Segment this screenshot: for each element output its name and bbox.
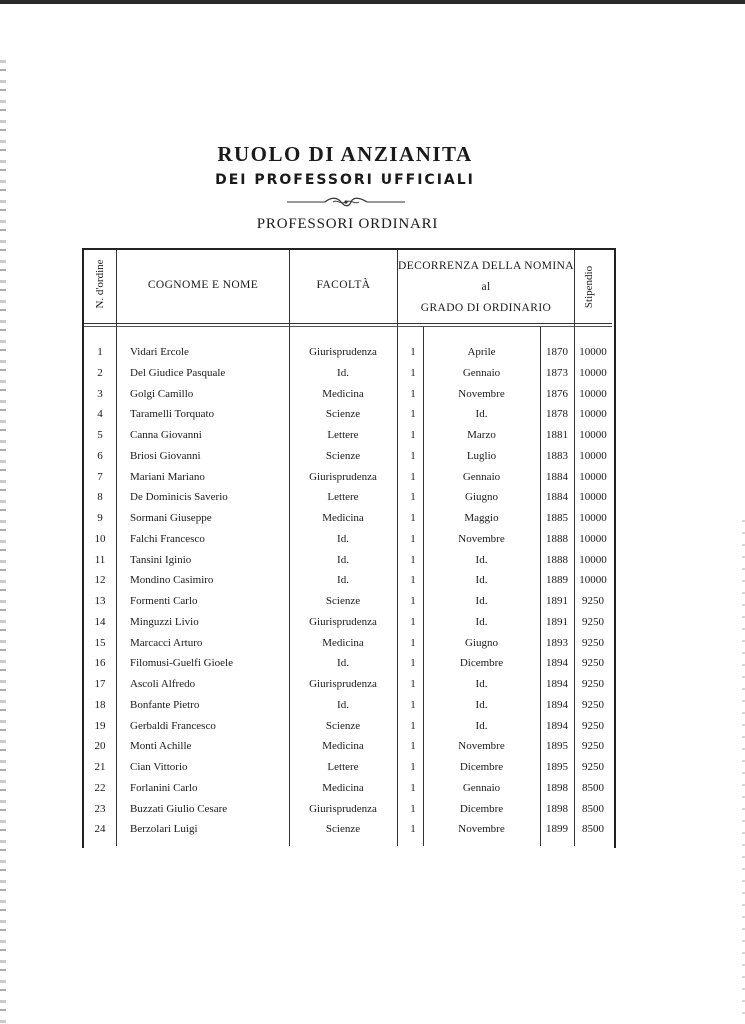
row-year: 1881	[546, 429, 568, 441]
row-day: 1	[410, 366, 416, 379]
row-faculty: Lettere	[327, 491, 359, 504]
table-row	[84, 761, 612, 782]
table-row	[84, 657, 612, 678]
row-day: 1	[410, 740, 416, 753]
row-number: 9	[97, 512, 103, 524]
row-number: 13	[94, 595, 106, 607]
row-number: 20	[94, 740, 106, 753]
row-month: Dicembre	[459, 761, 504, 773]
row-number: 6	[97, 449, 103, 462]
row-name: Forlanini Carlo	[130, 781, 198, 794]
row-year: 1888	[546, 553, 568, 566]
table-row	[84, 471, 612, 492]
row-month: Novembre	[458, 823, 505, 836]
table-row	[84, 616, 612, 637]
row-number: 17	[94, 678, 106, 690]
row-name: Bonfante Pietro	[130, 698, 200, 711]
row-year: 1894	[546, 678, 568, 690]
row-name: Buzzati Giulio Cesare	[130, 802, 228, 815]
row-faculty: Lettere	[327, 429, 359, 441]
row-day: 1	[410, 553, 416, 566]
row-name: Canna Giovanni	[130, 429, 202, 441]
row-faculty: Scienze	[325, 823, 361, 836]
row-salary: 10000	[579, 553, 607, 566]
row-name: Mondino Casimiro	[130, 574, 214, 587]
row-month: Gennaio	[462, 470, 501, 483]
row-name: Falchi Francesco	[130, 532, 205, 545]
header-rule	[84, 323, 612, 324]
row-year: 1894	[546, 719, 568, 732]
row-faculty: Medicina	[322, 387, 364, 400]
table-row	[84, 678, 612, 699]
row-day: 1	[410, 657, 416, 670]
header-name: COGNOME E NOME	[147, 279, 259, 291]
row-day: 1	[410, 678, 416, 690]
row-year: 1878	[546, 408, 568, 421]
row-day: 1	[410, 823, 416, 836]
table-row	[84, 533, 612, 554]
table-row	[84, 595, 612, 616]
row-year: 1895	[546, 740, 568, 753]
row-year: 1895	[546, 761, 568, 773]
row-month: Id.	[475, 719, 488, 732]
row-number: 18	[94, 698, 106, 711]
table-row	[84, 554, 612, 575]
row-month: Id.	[475, 698, 488, 711]
row-salary: 9250	[582, 719, 604, 732]
header-rule	[84, 326, 612, 327]
row-number: 10	[94, 532, 106, 545]
row-faculty: Giurisprudenza	[309, 802, 377, 815]
row-year: 1883	[546, 449, 568, 462]
row-number: 8	[97, 491, 103, 504]
header-appointment-grade: GRADO DI ORDINARIO	[420, 302, 552, 314]
scan-edge-left	[0, 60, 6, 1024]
row-salary: 8500	[582, 781, 604, 794]
row-year: 1888	[546, 532, 568, 545]
row-faculty: Id.	[337, 532, 349, 545]
row-faculty: Giurisprudenza	[309, 346, 377, 358]
row-faculty: Id.	[337, 574, 349, 587]
row-month: Id.	[475, 595, 488, 607]
row-month: Novembre	[458, 387, 505, 400]
row-number: 3	[97, 387, 103, 400]
row-salary: 10000	[579, 470, 607, 483]
row-name: Formenti Carlo	[130, 595, 198, 607]
table-row	[84, 740, 612, 761]
row-year: 1898	[546, 781, 568, 794]
section-title: PROFESSORI ORDINARI	[256, 216, 439, 232]
row-month: Giugno	[465, 636, 498, 649]
row-salary: 9250	[582, 657, 604, 670]
row-name: De Dominicis Saverio	[130, 491, 228, 504]
row-day: 1	[410, 491, 416, 504]
row-month: Id.	[475, 678, 488, 690]
row-year: 1899	[546, 823, 568, 836]
row-faculty: Medicina	[322, 512, 364, 524]
table-row	[84, 450, 612, 471]
table-row	[84, 803, 612, 824]
row-name: Mariani Mariano	[130, 470, 205, 483]
row-number: 5	[97, 429, 103, 441]
row-name: Ascoli Alfredo	[130, 678, 196, 690]
row-day: 1	[410, 761, 416, 773]
row-faculty: Medicina	[322, 781, 364, 794]
row-month: Dicembre	[459, 657, 504, 670]
row-name: Marcacci Arturo	[130, 636, 203, 649]
table-row	[84, 408, 612, 429]
row-day: 1	[410, 470, 416, 483]
row-salary: 9250	[582, 636, 604, 649]
row-year: 1889	[546, 574, 568, 587]
row-name: Taramelli Torquato	[130, 408, 215, 421]
row-salary: 10000	[579, 491, 607, 504]
row-number: 24	[94, 823, 106, 836]
row-name: Gerbaldi Francesco	[130, 719, 216, 732]
row-month: Novembre	[458, 740, 505, 753]
row-number: 11	[94, 553, 106, 566]
row-year: 1870	[546, 346, 568, 358]
table-row	[84, 823, 612, 844]
row-name: Tansini Iginio	[130, 553, 192, 566]
row-year: 1884	[546, 491, 568, 504]
row-salary: 10000	[579, 408, 607, 421]
table-row	[84, 491, 612, 512]
row-salary: 10000	[579, 366, 607, 379]
row-month: Novembre	[458, 532, 505, 545]
row-faculty: Scienze	[325, 595, 361, 607]
row-faculty: Giurisprudenza	[309, 470, 377, 483]
page-subtitle: DEI PROFESSORI UFFICIALI	[215, 172, 475, 188]
row-faculty: Giurisprudenza	[309, 678, 377, 690]
table-row	[84, 429, 612, 450]
row-salary: 8500	[582, 802, 604, 815]
row-faculty: Giurisprudenza	[309, 615, 377, 628]
row-year: 1894	[546, 657, 568, 670]
row-number: 21	[94, 761, 106, 773]
row-month: Gennaio	[462, 366, 501, 379]
header-faculty: FACOLTÀ	[316, 279, 371, 291]
row-name: Cian Vittorio	[130, 761, 188, 773]
table-row	[84, 388, 612, 409]
row-faculty: Id.	[337, 698, 349, 711]
row-number: 23	[94, 802, 106, 815]
table-row	[84, 512, 612, 533]
row-day: 1	[410, 408, 416, 421]
row-number: 19	[94, 719, 106, 732]
row-day: 1	[410, 574, 416, 587]
row-name: Del Giudice Pasquale	[130, 366, 226, 379]
row-month: Id.	[475, 615, 488, 628]
row-name: Sormani Giuseppe	[130, 512, 212, 524]
row-number: 1	[97, 346, 103, 358]
row-month: Id.	[475, 408, 488, 421]
header-salary: Stipendio	[583, 265, 595, 309]
table-row	[84, 346, 612, 367]
row-month: Dicembre	[459, 802, 504, 815]
table-row	[84, 574, 612, 595]
row-day: 1	[410, 512, 416, 524]
row-month: Giugno	[465, 491, 498, 504]
row-salary: 10000	[579, 532, 607, 545]
row-name: Minguzzi Livio	[130, 615, 199, 628]
row-year: 1876	[546, 387, 568, 400]
row-day: 1	[410, 698, 416, 711]
row-day: 1	[410, 719, 416, 732]
row-faculty: Medicina	[322, 740, 364, 753]
table-row	[84, 699, 612, 720]
row-day: 1	[410, 387, 416, 400]
row-salary: 10000	[579, 346, 607, 358]
row-month: Aprile	[467, 346, 496, 358]
row-name: Golgi Camillo	[130, 387, 194, 400]
row-number: 22	[94, 781, 106, 794]
row-name: Briosi Giovanni	[130, 449, 201, 462]
row-number: 2	[97, 366, 103, 379]
top-border	[0, 0, 745, 4]
row-year: 1885	[546, 512, 568, 524]
row-day: 1	[410, 636, 416, 649]
row-month: Id.	[475, 553, 488, 566]
row-name: Monti Achille	[130, 740, 192, 753]
row-month: Marzo	[467, 429, 496, 441]
row-month: Id.	[475, 574, 488, 587]
row-day: 1	[410, 802, 416, 815]
row-number: 14	[94, 615, 106, 628]
row-faculty: Scienze	[325, 719, 361, 732]
row-name: Vidari Ercole	[130, 346, 189, 358]
row-number: 15	[94, 636, 106, 649]
row-salary: 9250	[582, 740, 604, 753]
row-day: 1	[410, 346, 416, 358]
table-row	[84, 367, 612, 388]
row-faculty: Scienze	[325, 408, 361, 421]
row-day: 1	[410, 781, 416, 794]
row-month: Maggio	[464, 512, 499, 524]
row-salary: 10000	[579, 574, 607, 587]
row-salary: 10000	[579, 429, 607, 441]
row-faculty: Id.	[337, 366, 349, 379]
row-day: 1	[410, 449, 416, 462]
row-salary: 10000	[579, 512, 607, 524]
row-faculty: Lettere	[327, 761, 359, 773]
row-faculty: Scienze	[325, 449, 361, 462]
row-faculty: Id.	[337, 657, 349, 670]
row-year: 1898	[546, 802, 568, 815]
header-appointment-al: al	[481, 281, 491, 293]
row-name: Berzolari Luigi	[130, 823, 198, 836]
row-year: 1894	[546, 698, 568, 711]
row-salary: 9250	[582, 595, 604, 607]
row-salary: 9250	[582, 678, 604, 690]
row-day: 1	[410, 595, 416, 607]
table-row	[84, 782, 612, 803]
row-faculty: Medicina	[322, 636, 364, 649]
row-name: Filomusi-Guelfi Gioele	[130, 657, 233, 670]
row-day: 1	[410, 615, 416, 628]
row-faculty: Id.	[337, 553, 349, 566]
header-number: N. d'ordine	[94, 259, 106, 309]
row-salary: 8500	[582, 823, 604, 836]
row-month: Gennaio	[462, 781, 501, 794]
row-day: 1	[410, 429, 416, 441]
header-appointment: DECORRENZA DELLA NOMINA	[398, 260, 574, 272]
row-number: 4	[97, 408, 103, 421]
page-title: RUOLO DI ANZIANITA	[217, 142, 473, 166]
row-year: 1873	[546, 366, 568, 379]
row-number: 7	[97, 470, 103, 483]
row-year: 1893	[546, 636, 568, 649]
row-day: 1	[410, 532, 416, 545]
row-year: 1891	[546, 595, 568, 607]
row-salary: 10000	[579, 387, 607, 400]
row-salary: 9250	[582, 761, 604, 773]
row-year: 1891	[546, 615, 568, 628]
row-number: 12	[94, 574, 106, 587]
row-month: Luglio	[466, 449, 497, 462]
row-number: 16	[94, 657, 106, 670]
row-salary: 9250	[582, 698, 604, 711]
table-row	[84, 720, 612, 741]
row-salary: 9250	[582, 615, 604, 628]
table-row	[84, 637, 612, 658]
ornament-divider-icon	[285, 196, 407, 208]
row-year: 1884	[546, 470, 568, 483]
row-salary: 10000	[579, 449, 607, 462]
